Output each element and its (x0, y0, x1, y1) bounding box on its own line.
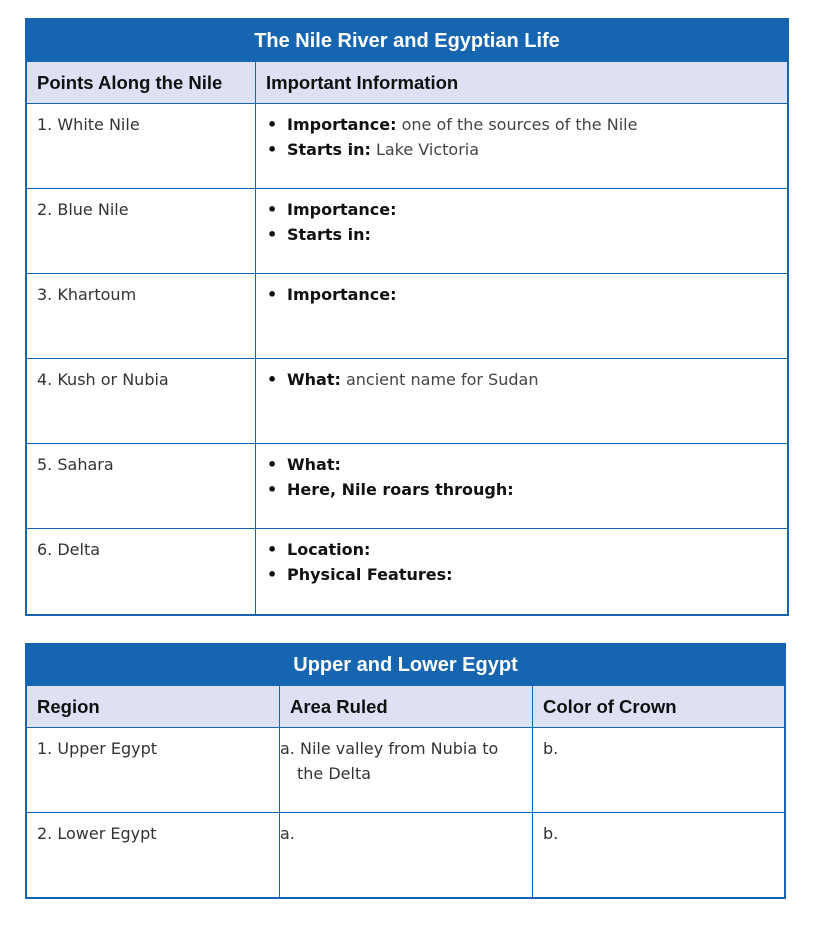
info-item (266, 137, 777, 162)
point-cell: 5. Sahara (27, 444, 256, 528)
info-cell (256, 189, 787, 273)
info-list (266, 112, 777, 162)
point-cell: 1. White Nile (27, 104, 256, 188)
table-row (27, 189, 787, 274)
info-label: Physical Features: (287, 565, 453, 584)
bullet-dot: • (267, 480, 278, 499)
nile-table-title: The Nile River and Egyptian Life (27, 20, 787, 62)
table-row (27, 359, 787, 444)
info-cell (256, 359, 787, 443)
info-item (266, 282, 777, 307)
info-label: Importance: (287, 285, 397, 304)
info-value: Lake Victoria (370, 140, 480, 159)
table-row (27, 274, 787, 359)
region-cell: 2. Lower Egypt (27, 813, 280, 898)
info-item (266, 197, 777, 222)
info-cell (256, 274, 787, 358)
table-row (27, 104, 787, 189)
header-points-along-nile: Points Along the Nile (27, 62, 256, 103)
info-label: Starts in: (287, 225, 371, 244)
info-label: Importance: (287, 200, 397, 219)
info-list (266, 367, 777, 392)
bullet-dot: • (267, 540, 278, 559)
bullet-dot: • (267, 565, 278, 584)
header-region: Region (27, 686, 280, 727)
info-label: Starts in: (287, 140, 371, 159)
info-list (266, 282, 777, 307)
table-row (27, 529, 787, 614)
egypt-table-header-row (27, 686, 784, 728)
bullet-dot: • (267, 285, 278, 304)
info-cell (256, 104, 787, 188)
region-cell: 1. Upper Egypt (27, 728, 280, 812)
bullet-dot: • (267, 200, 278, 219)
info-item (266, 112, 777, 137)
upper-lower-egypt-table (25, 643, 786, 899)
info-item (266, 562, 777, 587)
nile-table-body (27, 104, 787, 614)
info-item (266, 367, 777, 392)
info-value: ancient name for Sudan (340, 370, 539, 389)
info-label: Location: (287, 540, 371, 559)
header-area-ruled: Area Ruled (280, 686, 533, 727)
info-label: What: (287, 370, 341, 389)
info-label: Importance: (287, 115, 397, 134)
table-row (27, 813, 784, 898)
header-color-of-crown: Color of Crown (543, 695, 677, 717)
info-list (266, 452, 777, 502)
info-cell (256, 444, 787, 528)
info-cell (256, 529, 787, 614)
info-item (266, 222, 777, 247)
info-item (266, 452, 777, 477)
table-row (27, 728, 784, 813)
bullet-dot: • (267, 370, 278, 389)
bullet-dot: • (267, 455, 278, 474)
info-list (266, 537, 777, 587)
nile-table-header-row (27, 62, 787, 104)
crown-color-cell: b. (543, 739, 559, 758)
bullet-dot: • (267, 225, 278, 244)
info-label: Here, Nile roars through: (287, 480, 514, 499)
bullet-dot: • (267, 140, 278, 159)
bullet-dot: • (267, 115, 278, 134)
crown-color-cell: b. (543, 824, 559, 843)
info-label: What: (287, 455, 341, 474)
point-cell: 6. Delta (27, 529, 256, 614)
point-cell: 3. Khartoum (27, 274, 256, 358)
egypt-table-title: Upper and Lower Egypt (27, 645, 784, 686)
point-cell: 2. Blue Nile (27, 189, 256, 273)
info-item (266, 537, 777, 562)
area-ruled-cell: a. Nile valley from Nubia to the Delta (280, 728, 533, 812)
area-ruled-cell: a. (280, 813, 533, 898)
point-cell: 4. Kush or Nubia (27, 359, 256, 443)
info-list (266, 197, 777, 247)
info-item (266, 477, 777, 502)
egypt-table-body (27, 728, 784, 898)
nile-river-table (25, 18, 789, 616)
table-row (27, 444, 787, 529)
header-important-information: Important Information (266, 71, 459, 93)
info-value: one of the sources of the Nile (396, 115, 638, 134)
